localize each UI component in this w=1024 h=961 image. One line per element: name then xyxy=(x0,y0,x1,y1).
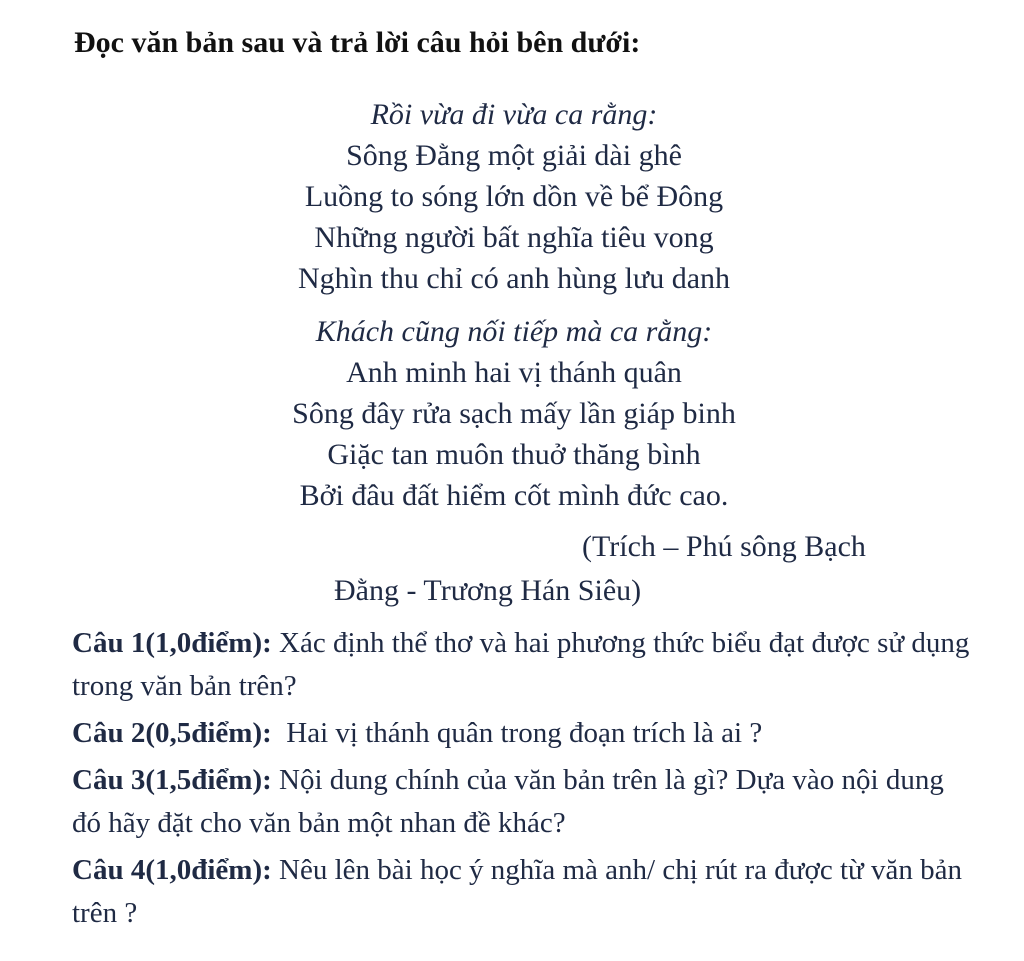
poem-excerpt xyxy=(0,94,1024,516)
question-text: Hai vị thánh quân trong đoạn trích là ai ? xyxy=(271,717,763,749)
poem-line: Luồng to sóng lớn dồn về bể Đông xyxy=(304,180,724,213)
question-1 xyxy=(72,622,972,708)
poem-line: Giặc tan muôn thuở thăng bình xyxy=(327,438,701,471)
question-text: Nêu lên bài học ý nghĩa mà anh/ chị rút ra được từ văn bản trên ? xyxy=(72,854,962,929)
question-text: Nội dung chính của văn bản trên là gì? Dựa vào nội dung đó hãy đặt cho văn bản một nhan đề khác? xyxy=(72,764,944,839)
source-citation-line-1: (Trích – Phú sông Bạch xyxy=(582,530,866,563)
question-label: Câu 1(1,0điểm): xyxy=(72,627,272,659)
poem-intro-2: Khách cũng nối tiếp mà ca rằng: xyxy=(315,315,713,348)
question-list xyxy=(72,622,972,939)
poem-line: Những người bất nghĩa tiêu vong xyxy=(314,221,714,254)
question-3 xyxy=(72,759,972,845)
question-text: Xác định thể thơ và hai phương thức biểu đạt được sử dụng trong văn bản trên? xyxy=(72,627,970,702)
question-label: Câu 4(1,0điểm): xyxy=(72,854,272,886)
source-citation-line-2: Đằng - Trương Hán Siêu) xyxy=(334,574,642,607)
poem-line: Sông Đằng một giải dài ghê xyxy=(346,139,682,172)
poem-line: Nghìn thu chỉ có anh hùng lưu danh xyxy=(297,262,731,295)
question-2 xyxy=(72,712,972,755)
question-label: Câu 2(0,5điểm): xyxy=(72,717,272,749)
poem-intro-1: Rồi vừa đi vừa ca rằng: xyxy=(370,98,658,131)
poem-line: Anh minh hai vị thánh quân xyxy=(346,356,682,389)
poem-line: Bởi đâu đất hiểm cốt mình đức cao. xyxy=(299,479,729,512)
question-label: Câu 3(1,5điểm): xyxy=(72,764,272,796)
poem-line: Sông đây rửa sạch mấy lần giáp binh xyxy=(292,397,736,430)
page-heading: Đọc văn bản sau và trả lời câu hỏi bên dưới: xyxy=(74,26,641,59)
question-4 xyxy=(72,849,972,935)
